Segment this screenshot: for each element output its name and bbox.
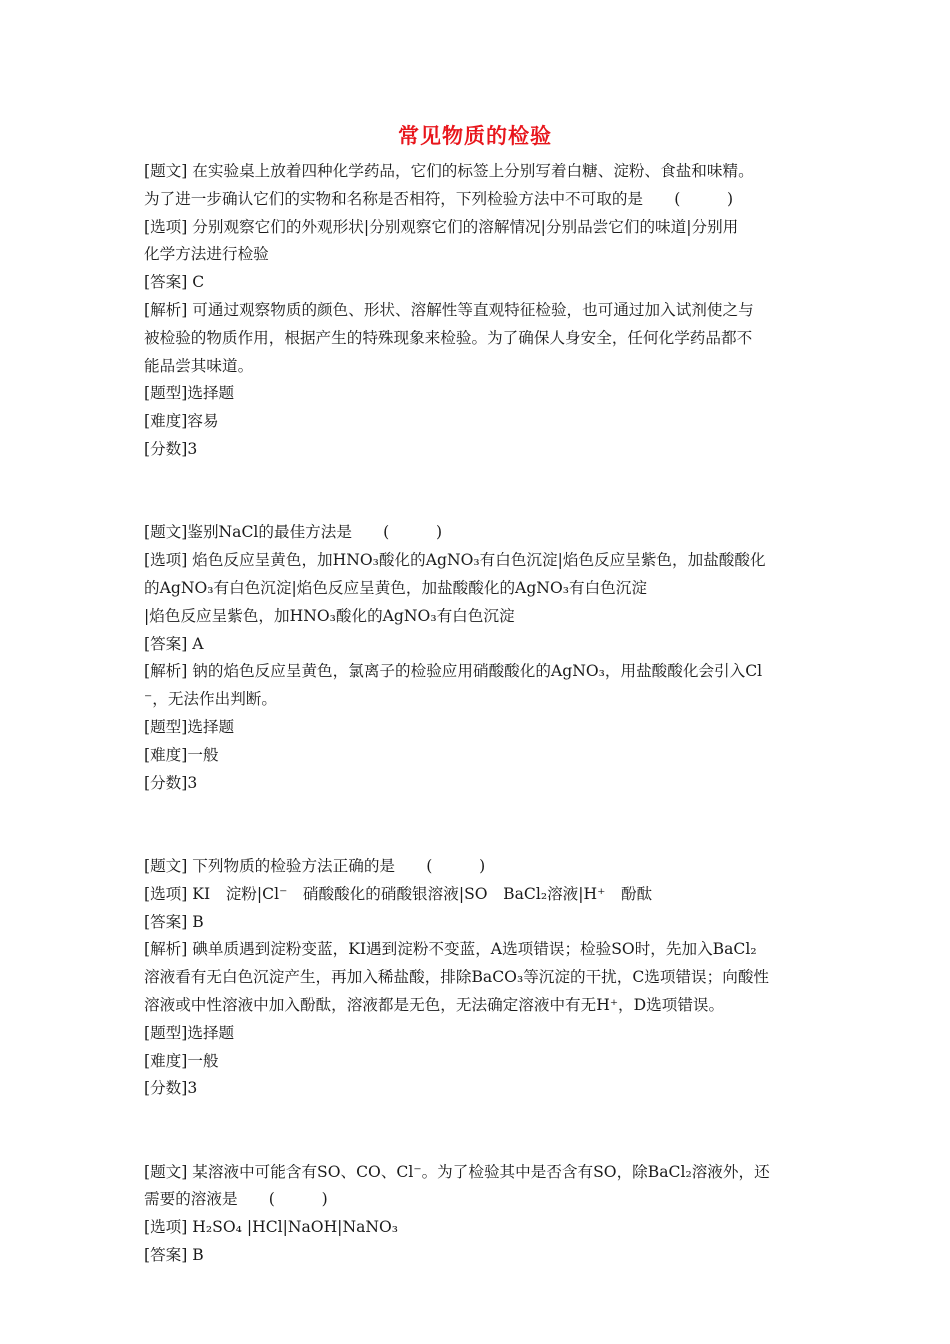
answer-line: [答案] B — [144, 1246, 204, 1265]
explanation-line: [解析] 可通过观察物质的颜色、形状、溶解性等直观特征检验，也可通过加入试剂使之与 — [144, 300, 754, 319]
answer-line: [答案] B — [144, 912, 204, 931]
question-4 — [144, 1159, 812, 1270]
question-list — [144, 158, 812, 1270]
options-line: [选项] H₂SO₄ |HCl|NaOH|NaNO₃ — [144, 1218, 399, 1237]
page-title: 常见物质的检验 — [398, 123, 552, 148]
difficulty-line: [难度]一般 — [144, 745, 219, 764]
question-text-line: [题文] 下列物质的检验方法正确的是 ( ) — [144, 856, 486, 875]
spacer — [144, 797, 812, 825]
options-line: 化学方法进行检验 — [144, 245, 269, 264]
difficulty-line: [难度]一般 — [144, 1051, 219, 1070]
question-3 — [144, 853, 812, 1103]
spacer — [144, 464, 812, 492]
spacer — [144, 1131, 812, 1159]
question-text-line: 需要的溶液是 ( ) — [144, 1190, 328, 1209]
question-type-line: [题型]选择题 — [144, 717, 235, 736]
options-line: [选项] 分别观察它们的外观形状|分别观察它们的溶解情况|分别品尝它们的味道|分别用 — [144, 217, 739, 236]
explanation-line: 能品尝其味道。 — [144, 356, 254, 375]
answer-line: [答案] A — [144, 634, 204, 653]
question-1 — [144, 158, 812, 464]
question-type-line: [题型]选择题 — [144, 1023, 235, 1042]
question-text-line: [题文]鉴别NaCl的最佳方法是 ( ) — [144, 523, 443, 542]
explanation-line: 溶液或中性溶液中加入酚酞，溶液都是无色，无法确定溶液中有无H⁺，D选项错误。 — [144, 995, 725, 1014]
explanation-line: [解析] 碘单质遇到淀粉变蓝，KI遇到淀粉不变蓝，A选项错误；检验SO时，先加入BaCl₂ — [144, 940, 757, 959]
explanation-line: 溶液看有无白色沉淀产生，再加入稀盐酸，排除BaCO₃等沉淀的干扰，C选项错误；向酸性 — [144, 968, 770, 987]
question-text-line: [题文] 在实验桌上放着四种化学药品，它们的标签上分别写着白糖、淀粉、食盐和味精。 — [144, 162, 754, 180]
options-line: 的AgNO₃有白色沉淀|焰色反应呈黄色，加盐酸酸化的AgNO₃有白色沉淀 — [144, 578, 647, 597]
question-2 — [144, 519, 812, 797]
question-text-line: 为了进一步确认它们的实物和名称是否相符，下列检验方法中不可取的是 ( ) — [144, 189, 734, 208]
options-line: [选项] KI 淀粉|Cl⁻ 硝酸酸化的硝酸银溶液|SO BaCl₂溶液|H⁺ 酚酞 — [144, 884, 653, 903]
difficulty-line: [难度]容易 — [144, 412, 219, 431]
question-type-line: [题型]选择题 — [144, 384, 235, 403]
score-line: [分数]3 — [144, 773, 198, 792]
explanation-line: 被检验的物质作用，根据产生的特殊现象来检验。为了确保人身安全，任何化学药品都不 — [144, 328, 753, 347]
spacer — [144, 825, 812, 853]
spacer — [144, 492, 812, 520]
score-line: [分数]3 — [144, 439, 198, 458]
question-text-line: [题文] 某溶液中可能含有SO、CO、Cl⁻。为了检验其中是否含有SO，除BaCl₂溶液外，还 — [144, 1162, 770, 1181]
spacer — [144, 1103, 812, 1131]
score-line: [分数]3 — [144, 1079, 198, 1098]
options-line: [选项] 焰色反应呈黄色，加HNO₃酸化的AgNO₃有白色沉淀|焰色反应呈紫色，加盐酸酸化 — [144, 551, 766, 570]
options-line: |焰色反应呈紫色，加HNO₃酸化的AgNO₃有白色沉淀 — [144, 606, 515, 625]
answer-line: [答案] C — [144, 273, 205, 292]
explanation-line: [解析] 钠的焰色反应呈黄色，氯离子的检验应用硝酸酸化的AgNO₃，用盐酸酸化会引入Cl — [144, 662, 763, 681]
explanation-line: ⁻，无法作出判断。 — [144, 690, 277, 709]
